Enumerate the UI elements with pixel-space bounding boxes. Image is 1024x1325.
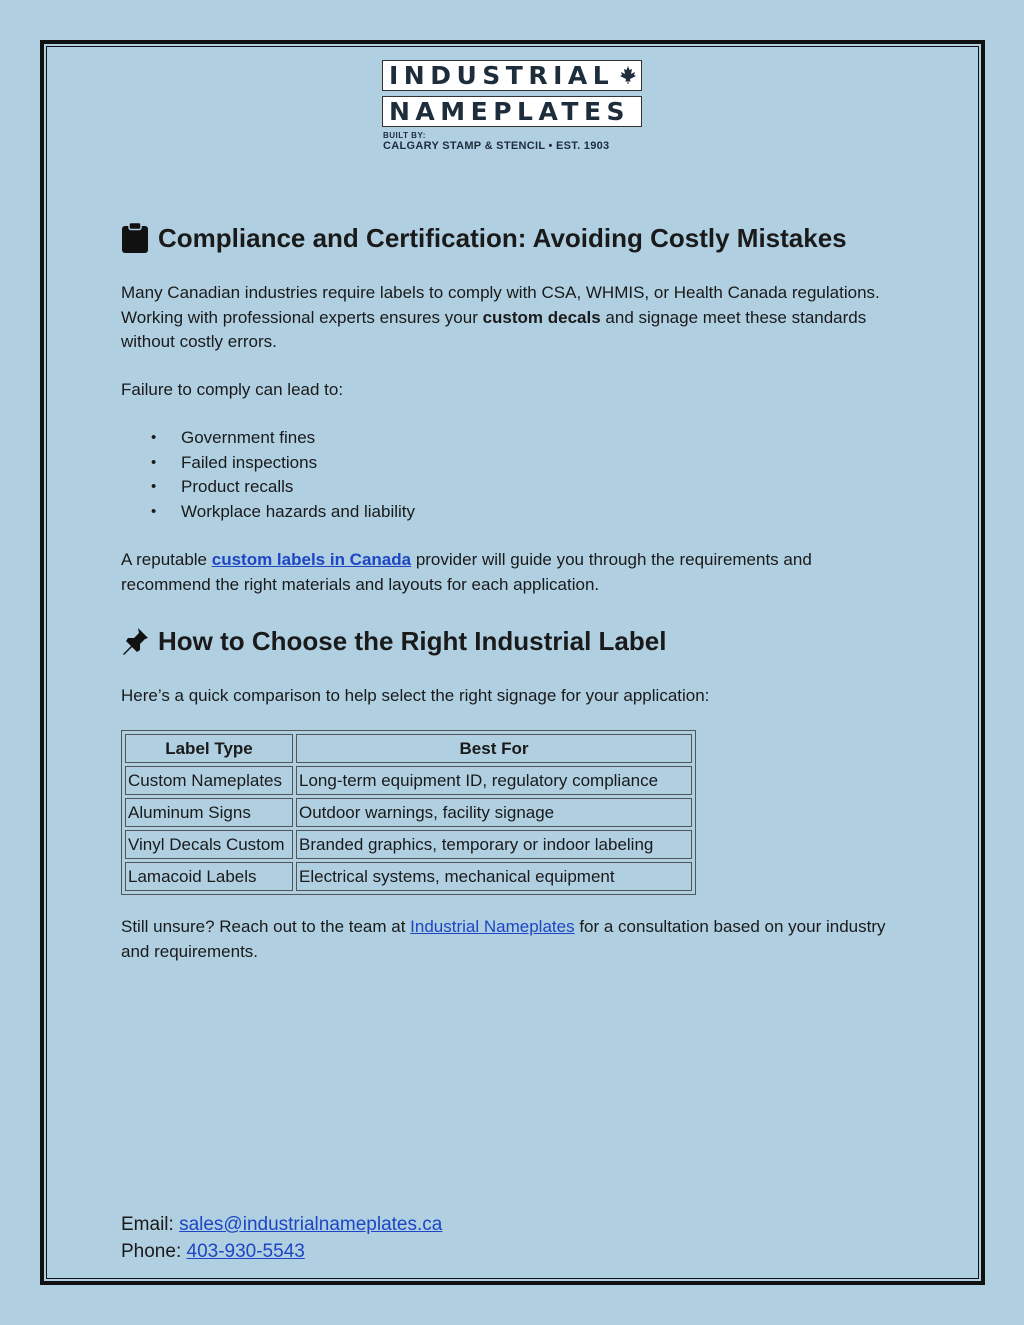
section-heading-choose xyxy=(121,625,666,657)
table-cell: Electrical systems, mechanical equipment xyxy=(296,862,692,891)
custom-labels-canada-link[interactable]: custom labels in Canada xyxy=(211,550,412,569)
list-item: • Workplace hazards and liability xyxy=(151,500,415,525)
table-cell: Outdoor warnings, facility signage xyxy=(296,798,692,827)
phone-label: Phone: xyxy=(121,1241,187,1262)
table-cell: Custom Nameplates xyxy=(125,766,293,795)
table-cell: Branded graphics, temporary or indoor labeling xyxy=(296,830,692,859)
section-heading-text: Compliance and Certification: Avoiding Costly Mistakes xyxy=(158,222,847,253)
table-cell: Aluminum Signs xyxy=(125,798,293,827)
list-item: • Product recalls xyxy=(151,475,415,500)
list-item: • Failed inspections xyxy=(151,451,415,476)
logo-line1: INDUSTRIAL xyxy=(382,60,642,91)
table-cell: Vinyl Decals Custom xyxy=(125,830,293,859)
maple-leaf-icon xyxy=(620,66,636,84)
column-header: Best For xyxy=(296,734,692,763)
table-row xyxy=(125,798,692,827)
paragraph-provider: A reputable custom labels in Canada provider will guide you through the requirements and recommend the right materials and layouts for each application. xyxy=(121,550,812,594)
contact-email xyxy=(121,1212,442,1239)
table-row xyxy=(125,862,692,891)
logo-built-by: BUILT BY: xyxy=(383,131,426,140)
emphasis-custom-decals: custom decals xyxy=(482,307,601,327)
paragraph-regulations: Many Canadian industries require labels to comply with CSA, WHMIS, or Health Canada regulations. Working with professional experts ensures your custom decals and signage meet these standards without costly errors. xyxy=(121,283,880,351)
contact-phone xyxy=(121,1239,305,1266)
email-link[interactable]: sales@industrialnameplates.ca xyxy=(179,1214,443,1235)
section-heading-text: How to Choose the Right Industrial Label xyxy=(158,625,667,656)
company-logo xyxy=(382,60,644,156)
column-header: Label Type xyxy=(125,734,293,763)
table-row xyxy=(125,766,692,795)
label-comparison-table xyxy=(121,730,696,895)
paragraph-failure: Failure to comply can lead to: xyxy=(121,380,344,399)
consequences-list xyxy=(151,426,415,524)
clipboard-icon xyxy=(121,222,149,254)
section-heading-compliance xyxy=(121,222,847,254)
paragraph-closing: Still unsure? Reach out to the team at Industrial Nameplates for a consultation based on your industry and requirements. xyxy=(121,917,886,961)
table-header-row xyxy=(125,734,692,763)
email-label: Email: xyxy=(121,1214,180,1235)
logo-company: CALGARY STAMP & STENCIL • EST. 1903 xyxy=(383,140,610,152)
pushpin-icon xyxy=(121,625,149,657)
logo-line2: NAMEPLATES xyxy=(382,96,642,127)
industrial-nameplates-link[interactable]: Industrial Nameplates xyxy=(410,917,575,936)
list-item: • Government fines xyxy=(151,426,415,451)
table-cell: Long-term equipment ID, regulatory compliance xyxy=(296,766,692,795)
table-row xyxy=(125,830,692,859)
paragraph-comparison-intro: Here’s a quick comparison to help select the right signage for your application: xyxy=(121,686,710,705)
table-cell: Lamacoid Labels xyxy=(125,862,293,891)
phone-link[interactable]: 403-930-5543 xyxy=(186,1241,305,1262)
